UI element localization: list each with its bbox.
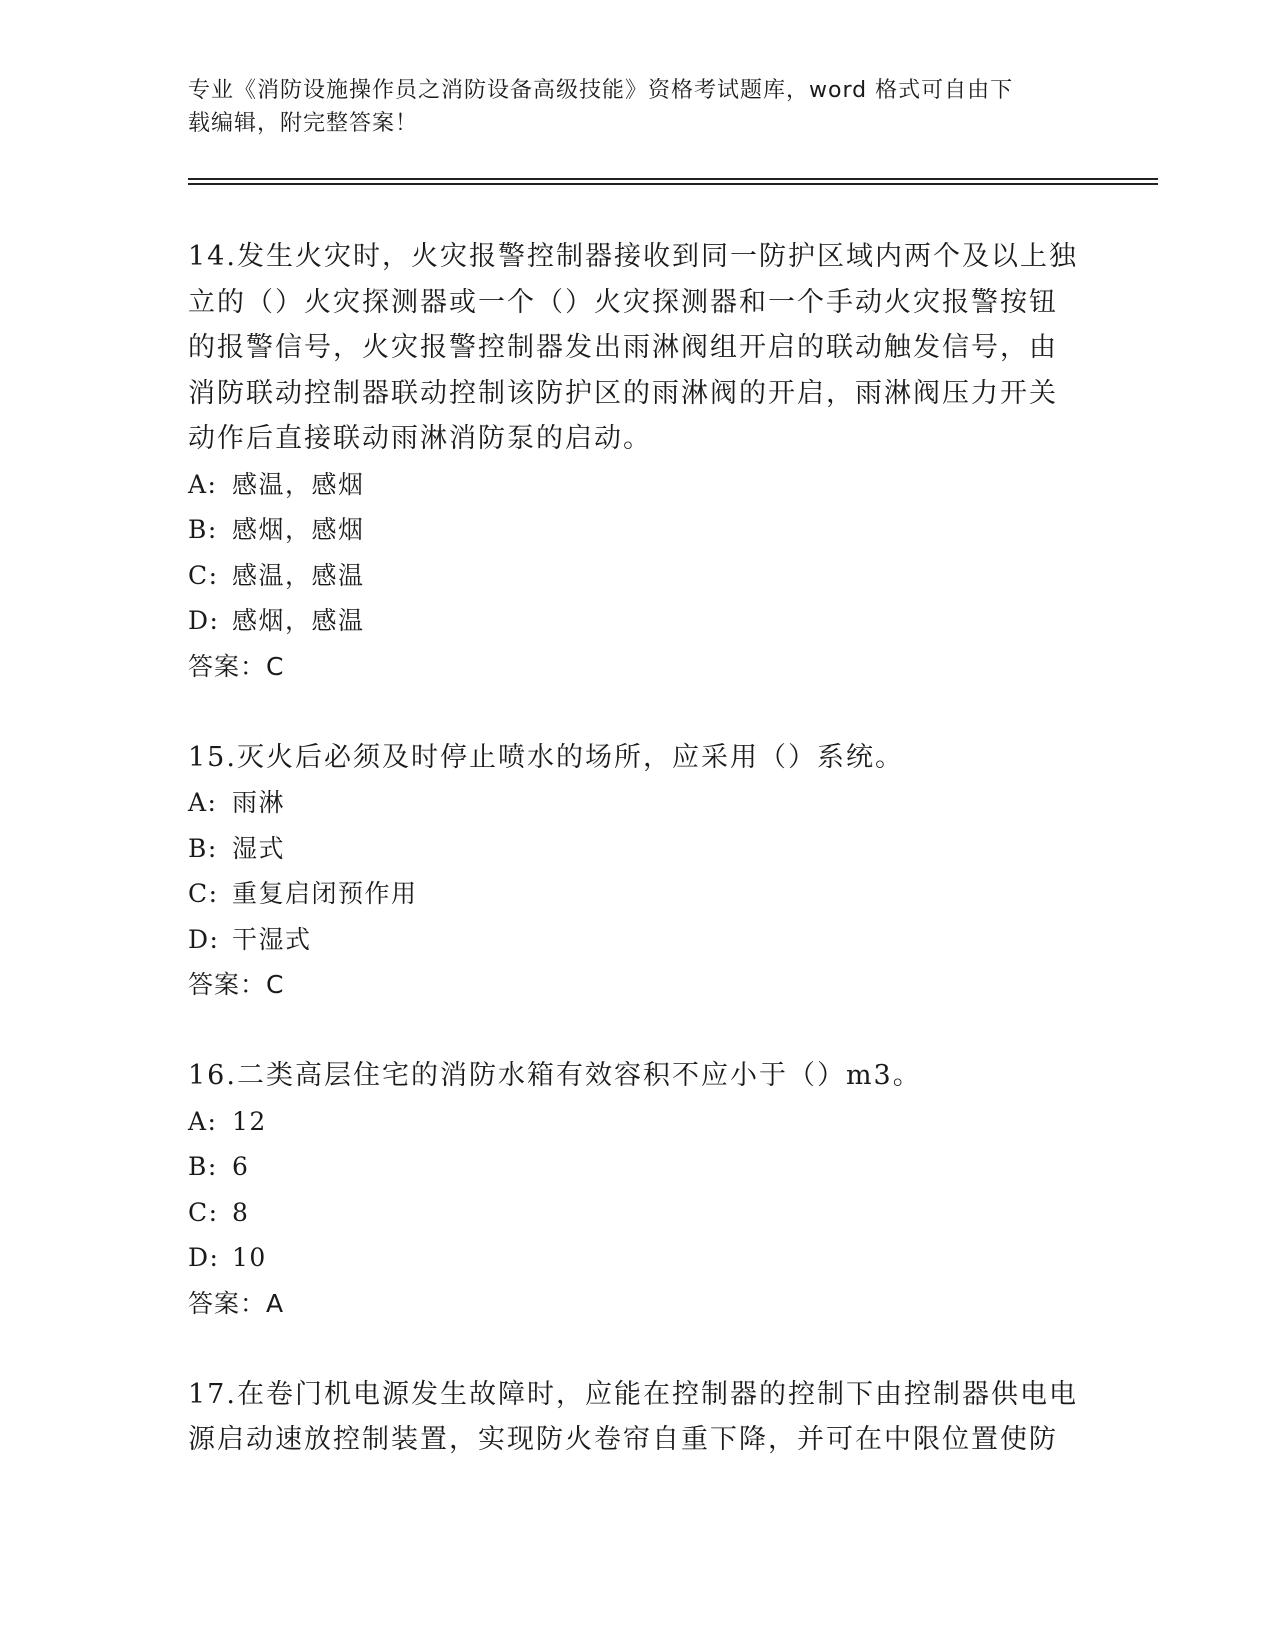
option-text: 感烟，感烟: [232, 515, 365, 544]
option-text: 干湿式: [232, 924, 312, 954]
option-letter: C:: [188, 879, 219, 908]
option-d: [188, 598, 1088, 644]
answer-label: 答案：C: [188, 651, 285, 681]
answer-label: 答案：C: [188, 970, 285, 999]
option-letter: C:: [188, 560, 219, 590]
option-text: 感烟，感温: [232, 606, 365, 635]
option-c: [188, 1190, 1088, 1236]
option-letter: D:: [188, 1243, 220, 1272]
question-15: [188, 735, 1088, 1008]
option-letter: D:: [188, 924, 220, 954]
option-c: [188, 871, 1088, 917]
header-divider-top: [188, 178, 1158, 180]
header-line-2: 载编辑，附完整答案！: [188, 111, 419, 136]
option-text: 感温，感烟: [232, 469, 365, 499]
document-header: [188, 74, 1068, 140]
question-text-line: 源启动速放控制装置，实现防火卷帘自重下降，并可在中限位置使防: [188, 1424, 1058, 1455]
option-b: [188, 507, 1088, 553]
question-spacer: [188, 1326, 1088, 1372]
option-d: [188, 1235, 1088, 1281]
option-letter: B:: [188, 515, 218, 544]
option-letter: A:: [188, 469, 218, 499]
option-letter: A:: [188, 788, 218, 817]
option-text: 雨淋: [232, 788, 286, 817]
option-c: [188, 553, 1088, 599]
option-a: [188, 462, 1088, 508]
option-a: [188, 780, 1088, 826]
option-d: [188, 917, 1088, 963]
option-text: 湿式: [232, 833, 286, 863]
option-b: [188, 1144, 1088, 1190]
option-b: [188, 826, 1088, 872]
question-text-line: 17.在卷门机电源发生故障时，应能在控制器的控制下由控制器供电电: [188, 1378, 1078, 1410]
question-text-line: 动作后直接联动雨淋消防泵的启动。: [188, 423, 652, 454]
option-a: [188, 1099, 1088, 1145]
question-text-line: 15.灭火后必须及时停止喷水的场所，应采用（）系统。: [188, 741, 904, 773]
option-letter: A:: [188, 1106, 218, 1136]
question-text-line: 14.发生火灾时，火灾报警控制器接收到同一防护区域内两个及以上独: [188, 241, 1078, 272]
question-text-line: 立的（）火灾探测器或一个（）火灾探测器和一个手动火灾报警按钮: [188, 286, 1058, 318]
option-text: 感温，感温: [232, 560, 365, 590]
question-spacer: [188, 1008, 1088, 1054]
answer-label: 答案：A: [188, 1288, 285, 1318]
question-text-line: 16.二类高层住宅的消防水箱有效容积不应小于（）m3。: [188, 1060, 922, 1091]
question-spacer: [188, 689, 1088, 735]
option-text: 重复启闭预作用: [232, 879, 418, 908]
header-divider-bottom: [188, 183, 1158, 185]
option-text: 12: [232, 1106, 267, 1136]
question-16: [188, 1053, 1088, 1326]
option-text: 8: [232, 1197, 250, 1227]
question-17: [188, 1372, 1088, 1463]
option-letter: B:: [188, 1152, 218, 1181]
option-text: 10: [232, 1243, 267, 1272]
option-letter: B:: [188, 833, 218, 863]
option-letter: C:: [188, 1197, 219, 1227]
question-text-line: 消防联动控制器联动控制该防护区的雨淋阀的开启，雨淋阀压力开关: [188, 377, 1058, 409]
option-text: 6: [232, 1152, 250, 1181]
question-list: [188, 234, 1088, 1463]
question-text-line: 的报警信号，火灾报警控制器发出雨淋阀组开启的联动触发信号，由: [188, 332, 1058, 363]
header-line-1: 专业《消防设施操作员之消防设备高级技能》资格考试题库，word 格式可自由下: [188, 78, 1014, 103]
question-14: [188, 234, 1088, 689]
option-letter: D:: [188, 606, 220, 635]
